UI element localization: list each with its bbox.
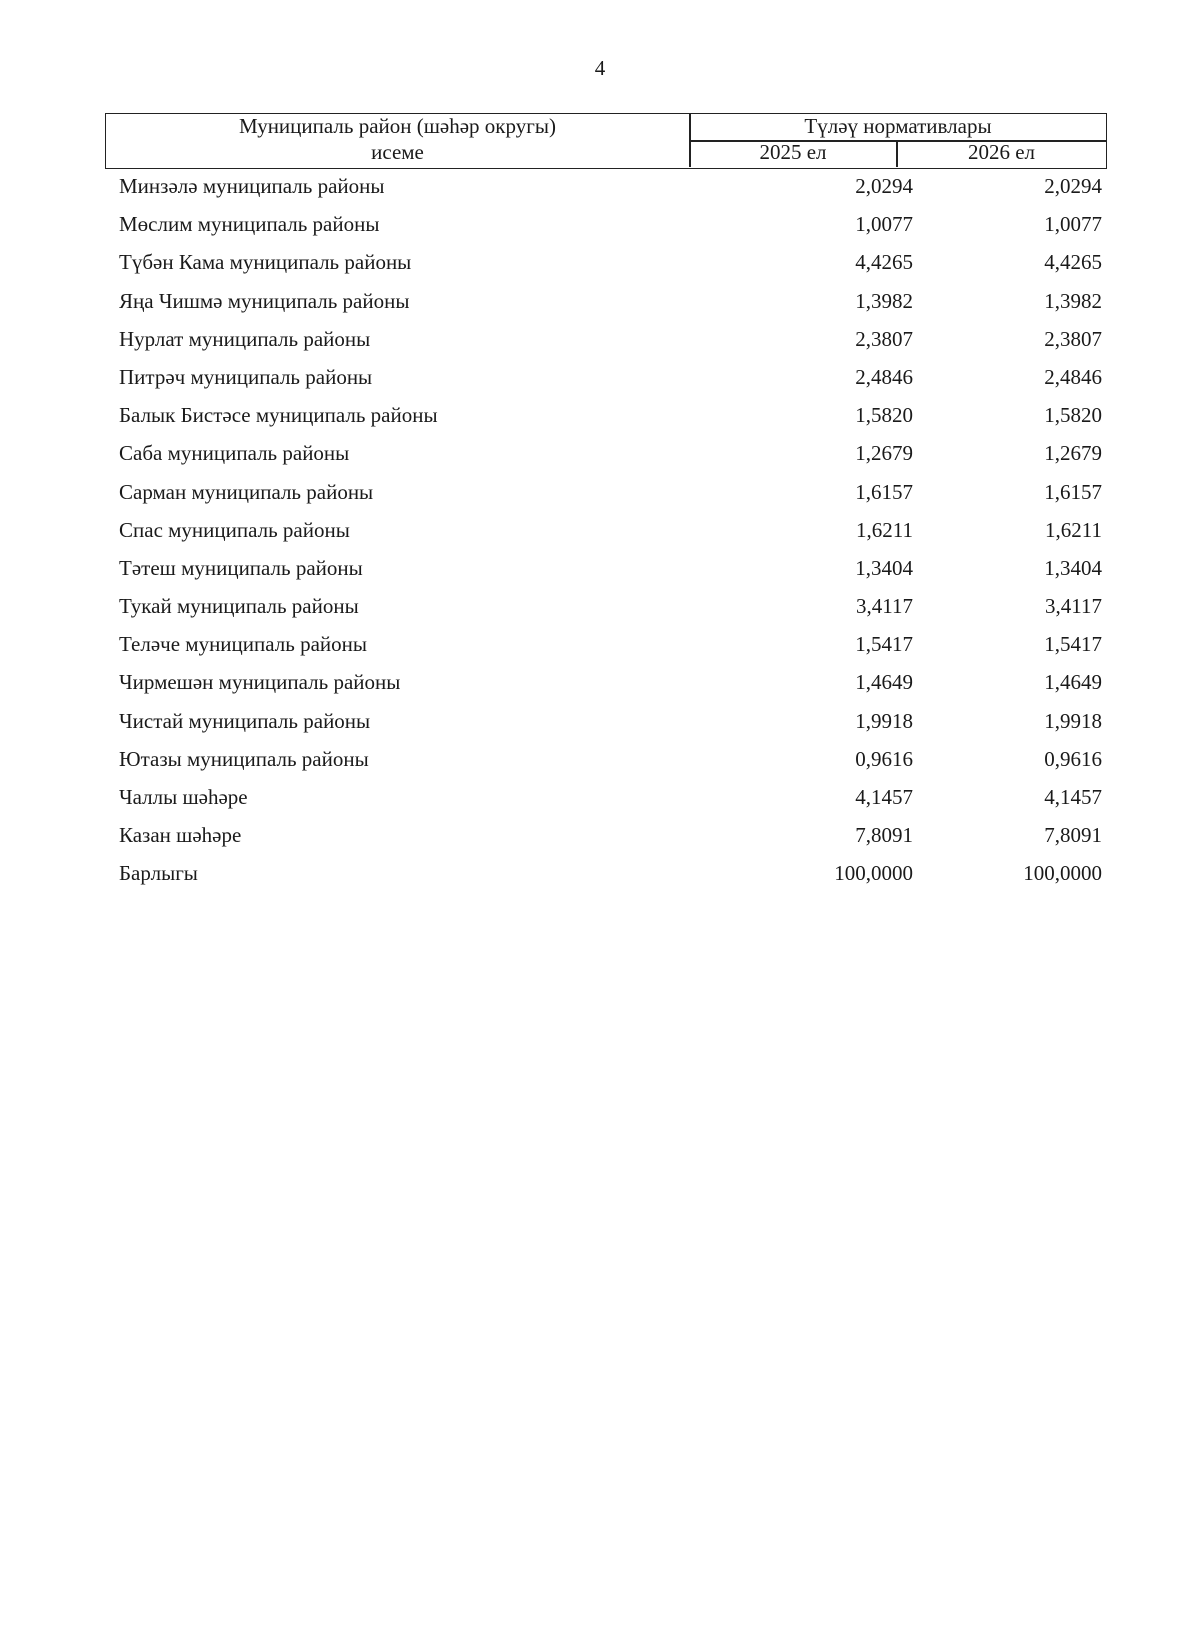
district-name: Саба муниципаль районы <box>119 441 350 466</box>
table-row <box>0 628 1200 666</box>
table-row <box>0 514 1200 552</box>
value-2026: 1,9918 <box>1044 708 1102 733</box>
value-2026: 7,8091 <box>1044 823 1102 848</box>
value-2025: 1,3982 <box>855 288 913 313</box>
value-2026: 1,3982 <box>1044 288 1102 313</box>
value-2025: 1,9918 <box>855 708 913 733</box>
value-2026: 1,2679 <box>1044 441 1102 466</box>
value-2025: 1,5820 <box>855 403 913 428</box>
district-name: Нурлат муниципаль районы <box>119 326 371 351</box>
table-row <box>0 590 1200 628</box>
district-name: Минзәлә муниципаль районы <box>119 174 385 198</box>
name-column-header-line1: Муниципаль район (шәһәр округы) <box>239 114 556 138</box>
value-2026: 1,5417 <box>1044 632 1102 657</box>
value-2026: 1,6157 <box>1044 479 1102 504</box>
district-name: Сарман муниципаль районы <box>119 479 374 504</box>
district-name: Яңа Чишмә муниципаль районы <box>119 288 410 313</box>
value-2025: 1,4649 <box>855 670 913 695</box>
table-row <box>0 285 1200 323</box>
value-2025: 7,8091 <box>855 823 913 848</box>
table-row <box>0 323 1200 361</box>
value-2026: 3,4117 <box>1045 594 1102 619</box>
year-2026-header: 2026 ел <box>967 140 1036 164</box>
value-2026: 1,4649 <box>1044 670 1102 695</box>
district-name: Тукай муниципаль районы <box>119 594 359 619</box>
table-row <box>0 705 1200 743</box>
table-row <box>0 246 1200 284</box>
value-2026: 4,1457 <box>1044 785 1102 809</box>
district-name: Ютазы муниципаль районы <box>119 746 369 771</box>
value-2025: 1,6157 <box>855 479 913 504</box>
value-2025: 4,1457 <box>855 785 913 809</box>
total-value-2025: 100,0000 <box>834 861 913 886</box>
value-2026: 2,3807 <box>1044 326 1102 351</box>
table-header <box>105 113 1107 169</box>
table-row <box>0 208 1200 246</box>
value-2025: 2,4846 <box>855 364 913 389</box>
table-row <box>0 743 1200 781</box>
value-2025: 1,2679 <box>855 441 913 466</box>
value-2026: 1,6211 <box>1045 517 1102 542</box>
value-2025: 1,3404 <box>855 555 913 580</box>
district-name: Спас муниципаль районы <box>119 517 350 542</box>
district-name: Теләче муниципаль районы <box>119 632 367 657</box>
value-2026: 4,4265 <box>1044 250 1102 275</box>
district-name: Чистай муниципаль районы <box>119 708 371 733</box>
table-row-total <box>0 857 1200 895</box>
value-2025: 1,5417 <box>855 632 913 657</box>
table-row <box>0 437 1200 475</box>
district-name: Түбән Кама муниципаль районы <box>119 250 412 275</box>
value-2025: 0,9616 <box>855 746 913 771</box>
payment-norms-header: Түләү нормативлары <box>804 114 992 138</box>
page-number: 4 <box>594 56 606 80</box>
table-row <box>0 361 1200 399</box>
district-name: Чирмешән муниципаль районы <box>119 670 401 695</box>
district-name: Казан шәһәре <box>119 823 242 848</box>
value-2025: 4,4265 <box>855 250 913 275</box>
value-2025: 3,4117 <box>856 594 913 619</box>
value-2025: 2,3807 <box>855 326 913 351</box>
district-name: Балык Бистәсе муниципаль районы <box>119 403 438 428</box>
value-2025: 1,0077 <box>855 212 913 237</box>
value-2025: 2,0294 <box>855 174 913 198</box>
table-row <box>0 819 1200 857</box>
table-row <box>0 552 1200 590</box>
table-body <box>0 170 1200 896</box>
table-row <box>0 476 1200 514</box>
value-2026: 1,5820 <box>1044 403 1102 428</box>
table-row <box>0 170 1200 208</box>
table-row <box>0 781 1200 819</box>
table-row <box>0 666 1200 704</box>
district-name: Чаллы шәһәре <box>119 785 248 809</box>
value-2025: 1,6211 <box>856 517 913 542</box>
table-row <box>0 399 1200 437</box>
district-name: Мөслим муниципаль районы <box>119 212 380 237</box>
value-2026: 2,4846 <box>1044 364 1102 389</box>
district-name: Тәтеш муниципаль районы <box>119 555 363 580</box>
value-2026: 2,0294 <box>1044 174 1102 198</box>
total-value-2026: 100,0000 <box>1023 861 1102 886</box>
value-2026: 1,3404 <box>1044 555 1102 580</box>
name-column-header-line2: исеме <box>371 140 424 164</box>
year-2025-header: 2025 ел <box>759 140 827 164</box>
district-name: Питрәч муниципаль районы <box>119 364 373 389</box>
value-2026: 0,9616 <box>1044 746 1102 771</box>
value-2026: 1,0077 <box>1044 212 1102 237</box>
total-label: Барлыгы <box>119 861 198 886</box>
